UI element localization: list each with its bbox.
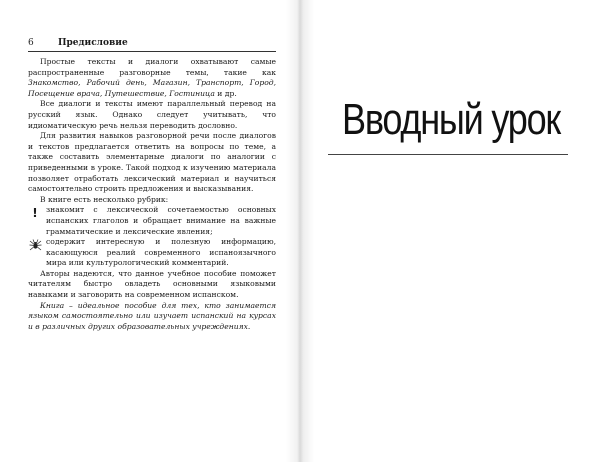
- right-page: [300, 0, 600, 462]
- paragraph-method: Для развития навыков разговорной речи после диалогов и текстов предлагается ответить на вопросы по теме, а также составить элементарные диалоги по аналогии с приведенными в уроке. Такой подход к изучению материала позволяет отработать лексический материал и научиться самостоятельно строить предложения и высказывания.: [28, 131, 276, 194]
- page-number: 6: [28, 38, 34, 48]
- spider-icon: [28, 237, 42, 253]
- exclamation-icon: !: [32, 206, 38, 221]
- paragraph-translation: Все диалоги и тексты имеют параллельный перевод на русский язык. Однако следует учитывать, что идиоматическую речь нельзя переводить дословно.: [28, 99, 276, 130]
- rubric-item: [28, 237, 276, 269]
- paragraph-text: Простые тексты и диалоги охватывают самые распространенные разговорные темы, такие как: [28, 57, 276, 77]
- paragraph-book-ideal: Книга – идеальное пособие для тех, кто занимается языком самостоятельно или изучает испанский на курсах и в различных других образовательных учреждениях.: [28, 300, 276, 331]
- section-title: Предисловие: [58, 38, 128, 48]
- paragraph-authors: Авторы надеются, что данное учебное пособие поможет читателям быстро овладеть основными языковыми навыками и заговорить на современном испанском.: [28, 268, 276, 300]
- paragraph-topics: [28, 57, 276, 99]
- body-text: [28, 57, 276, 332]
- rubric-text: знакомит с лексической сочетаемостью основных испанских глаголов и обращает внимание на важные грамматические и лексические явления;: [46, 205, 276, 236]
- rubric-text: содержит интересную и полезную информацию, касающуюся реалий современного испаноязычного мира или культурологический комментарий.: [46, 237, 276, 268]
- header-rule: [28, 51, 276, 52]
- paragraph-text: и др.: [214, 88, 237, 98]
- chapter-title-rule: [328, 154, 568, 155]
- rubric-item: [28, 205, 276, 237]
- running-head: [28, 38, 278, 49]
- topics-list: Знакомство, Рабочий день, Магазин, Транспорт, Город, Посещение врача, Путешествие, Гостиница: [28, 78, 276, 98]
- paragraph-rubrics-intro: В книге есть несколько рубрик:: [40, 194, 169, 204]
- spider-icon-graphic: [29, 239, 42, 252]
- chapter-title: Вводный урок: [342, 95, 560, 144]
